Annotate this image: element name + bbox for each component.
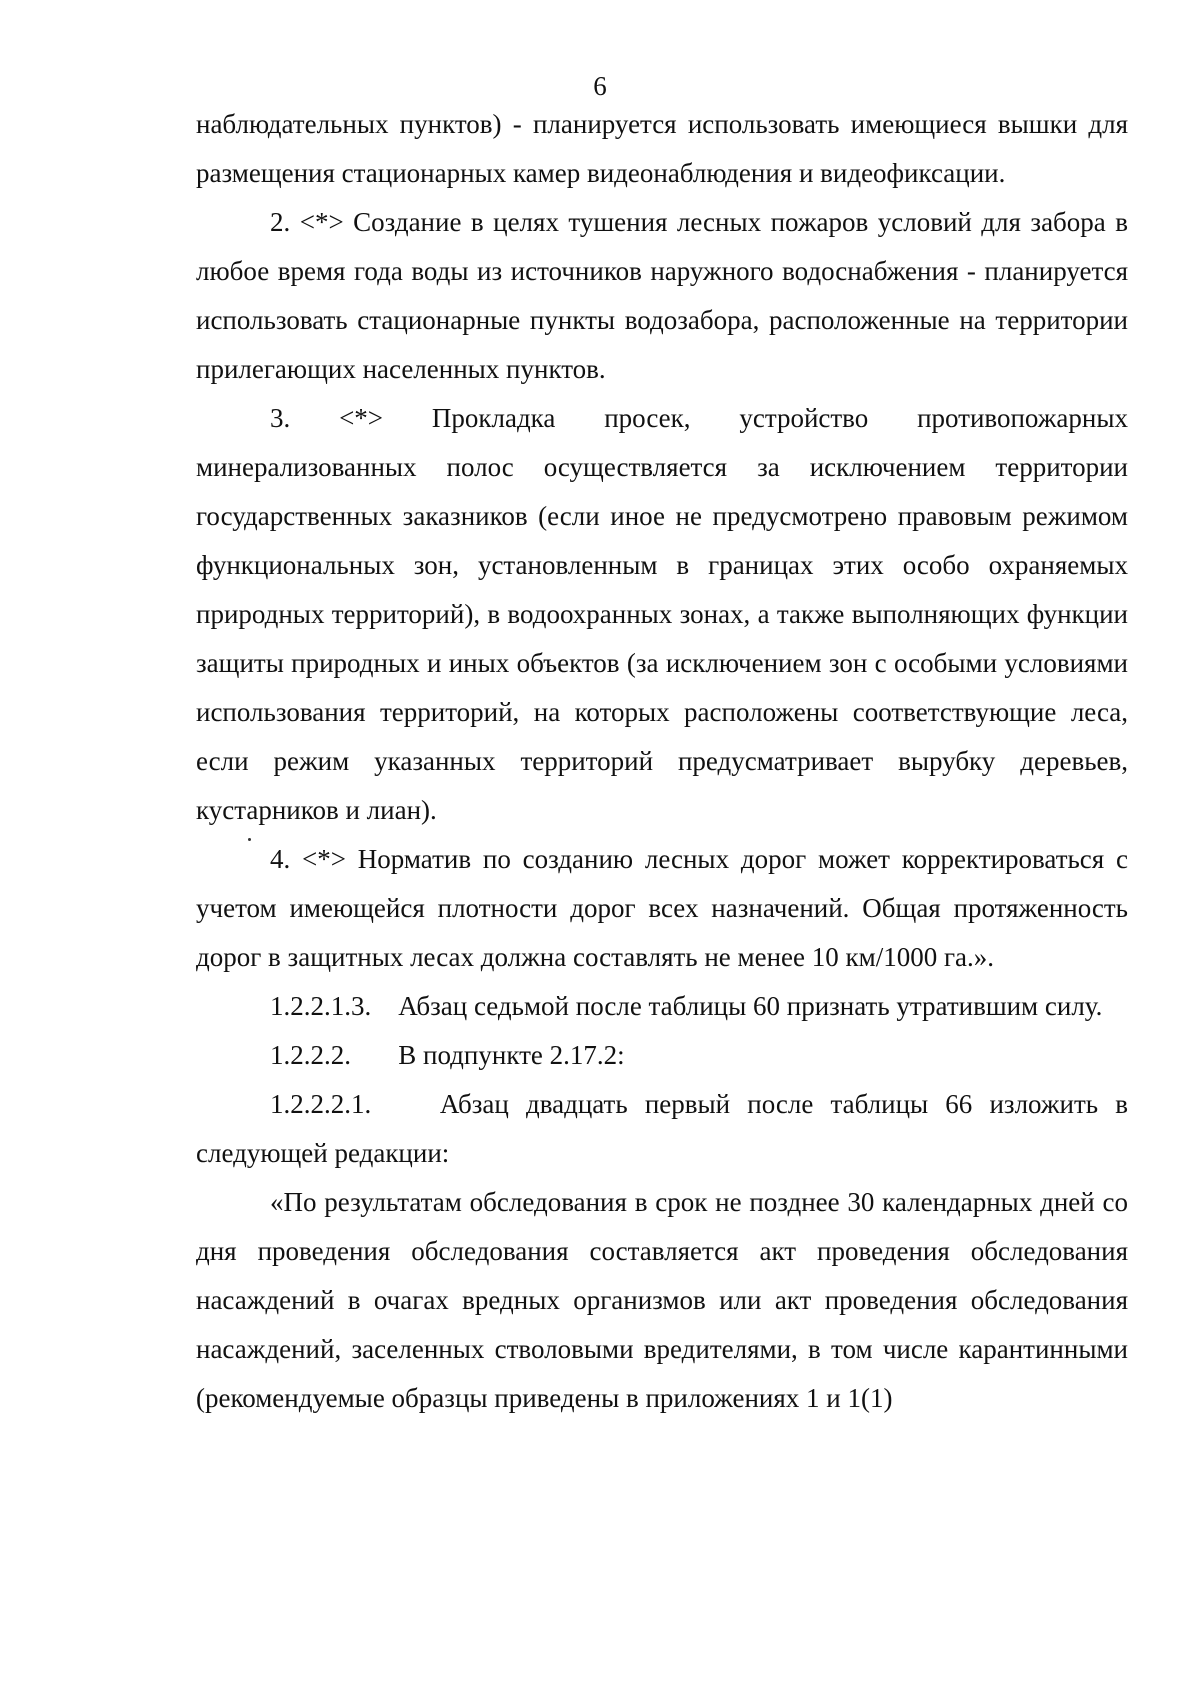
page-number: 6 — [593, 71, 607, 101]
paragraph-item-1-2-2-2-1: 1.2.2.2.1. Абзац двадцать первый после таблицы 66 изложить в следующей редакции: — [196, 1089, 1135, 1168]
paragraph-continuation: наблюдательных пунктов) - планируется использовать имеющиеся вышки для размещения стационарных камер видеонаблюдения и видеофиксации. — [196, 109, 1128, 188]
scan-speck — [248, 838, 251, 841]
paragraph-quoted-text: «По результатам обследования в срок не позднее 30 календарных дней со дня проведения обследования составляется акт проведения обследования насаждений в очагах вредных организмов или акт проведения обследования насаждений, заселенных стволовыми вредителями, в том числе карантинными (рекомендуемые образцы приведены в приложениях 1 и 1(1) — [196, 1187, 1128, 1413]
paragraph-item-1-2-2-1-3: 1.2.2.1.3. Абзац седьмой после таблицы 60 признать утратившим силу. — [270, 991, 1103, 1021]
paragraph-note-4: 4. <*> Норматив по созданию лесных дорог может корректироваться с учетом имеющейся плотности дорог всех назначений. Общая протяженность дорог в защитных лесах должна составлять не менее 10 км/1000 га.». — [196, 844, 1128, 972]
paragraph-note-2: 2. <*> Создание в целях тушения лесных пожаров условий для забора в любое время года воды из источников наружного водоснабжения - планируется использовать стационарные пункты водозабора, расположенные на территории прилегающих населенных пунктов. — [196, 207, 1128, 384]
paragraph-note-3: 3. <*> Прокладка просек, устройство противопожарных минерализованных полос осуществляется за исключением территории государственных заказников (если иное не предусмотрено правовым режимом функциональных зон, установленным в границах этих особо охраняемых природных территорий), в водоохранных зонах, а также выполняющих функции защиты природных и иных объектов (за исключением зон с особыми условиями использования территорий, на которых расположены соответствующие леса, если режим указанных территорий предусматривает вырубку деревьев, кустарников и лиан). — [196, 403, 1128, 825]
paragraph-item-1-2-2-2: 1.2.2.2. В подпункте 2.17.2: — [270, 1040, 625, 1070]
document-body — [196, 100, 1135, 1423]
